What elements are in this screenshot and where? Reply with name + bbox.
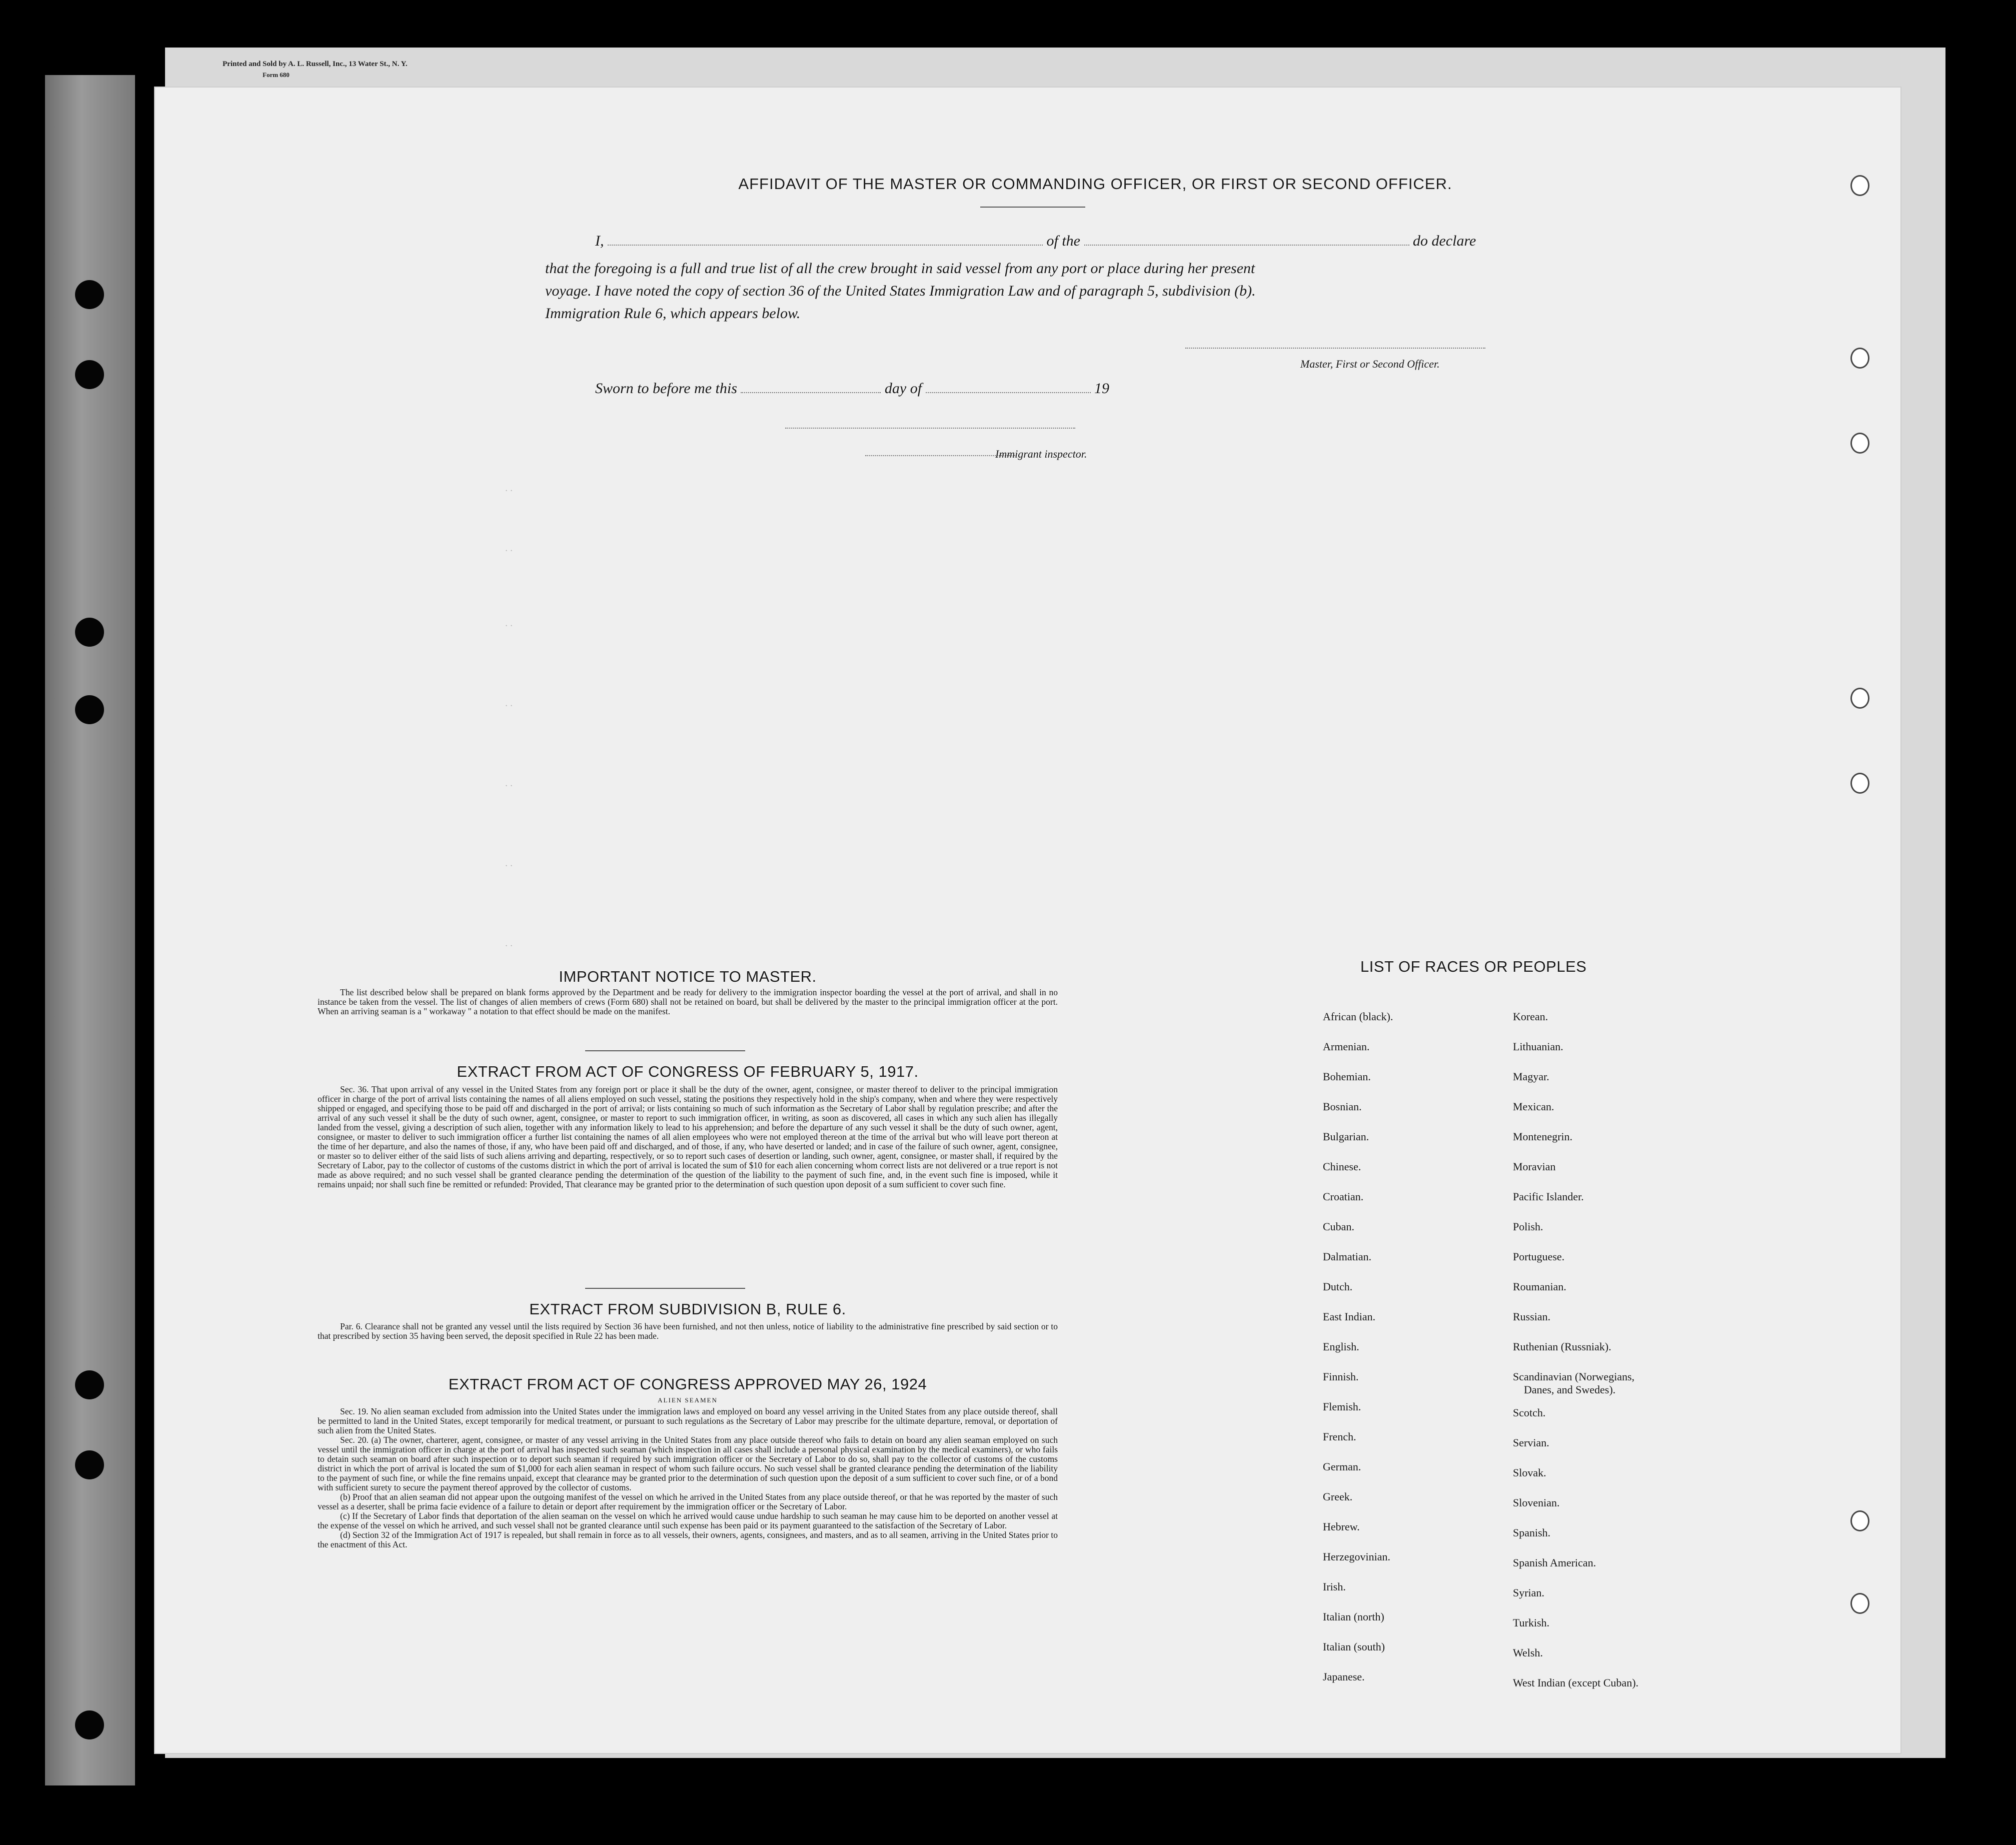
race-entry: Welsh. [1513,1646,1543,1659]
race-entry: Bohemian. [1323,1070,1371,1083]
binder-ring-icon [1850,773,1869,794]
binder-ring-icon [1850,175,1869,196]
punch-hole [75,1370,104,1399]
race-entry: Dutch. [1323,1280,1353,1293]
race-entry: Spanish. [1513,1526,1551,1539]
race-entry: Syrian. [1513,1586,1544,1599]
race-entry: Croatian. [1323,1190,1364,1203]
race-entry: Moravian [1513,1160,1556,1173]
race-entry: Flemish. [1323,1400,1361,1413]
declarant-name-field[interactable] [608,245,1043,246]
binder-ring-icon [1850,688,1869,709]
affidavit-line-2: that the foregoing is a full and true list of all the crew brought in said vessel from any port or place during her present [545,260,1255,277]
binding-strip [45,75,135,1785]
race-entry: Mexican. [1513,1100,1554,1113]
affidavit-line-1 [595,230,1670,252]
act-1924-subtitle: ALIEN SEAMEN [658,1396,718,1404]
bleed-through-mark: . . [505,483,513,494]
sworn-line [595,378,1295,400]
binder-ring-icon [1850,1510,1869,1531]
race-entry: East Indian. [1323,1310,1376,1323]
affidavit-line-3: voyage. I have noted the copy of section 36 of the United States Immigration Law and of paragraph 5, subdivision (b). [545,283,1256,299]
race-entry: Servian. [1513,1436,1549,1449]
section-divider [585,1288,745,1289]
notice-title: IMPORTANT NOTICE TO MASTER. [559,968,817,985]
races-title: LIST OF RACES OR PEOPLES [1360,958,1587,975]
declarant-prefix: I, [595,233,604,249]
notice-text [318,988,1058,1016]
race-entry: Scandinavian (Norwegians, Danes, and Swedes). [1513,1370,1635,1396]
bleed-through-mark: . . [505,543,513,554]
race-entry: Slovenian. [1513,1496,1560,1509]
sworn-date-field[interactable] [741,392,881,393]
race-entry: Montenegrin. [1513,1130,1573,1143]
form-page [155,88,1900,1753]
race-entry: African (black). [1323,1010,1393,1023]
punch-hole [75,360,104,389]
punch-hole [75,280,104,309]
race-entry: Pacific Islander. [1513,1190,1584,1203]
punch-hole [75,1710,104,1739]
race-entry: Irish. [1323,1580,1346,1593]
race-entry: West Indian (except Cuban). [1513,1676,1639,1689]
punch-hole [75,618,104,647]
race-entry: German. [1323,1460,1361,1473]
race-entry: Cuban. [1323,1220,1354,1233]
vessel-name-field[interactable] [1084,245,1409,246]
officer-caption: Master, First or Second Officer. [1300,358,1440,370]
affidavit-line-4: Immigration Rule 6, which appears below. [545,305,801,322]
inspector-signature-line[interactable] [785,428,1075,429]
rule-6-paragraph: Par. 6. Clearance shall not be granted any vessel until the lists required by Section 36 have been furnished, and not then unless, notice of liability to the administrative fine prescribed by said section or to that prescribed by section 35 having been served, the deposit specified in Rule 22 has been made. [318,1321,1058,1341]
sworn-month-field[interactable] [926,392,1091,393]
race-entry: Magyar. [1513,1070,1549,1083]
sworn-day: day of [884,380,922,397]
act-1917-paragraph: Sec. 36. That upon arrival of any vessel in the United States from any foreign port or place it shall be the duty of the owner, agent, consignee, or master thereof to deliver to the principal immigration officer in charge of the port of arrival lists containing the names of all aliens employed on such vessel, stating the positions they respectively hold in the ship's company, when and where they were respectively shipped or engaged, and specifying those to be paid off and discharged in the port of arrival; or lists containing so much of such information as the Secretary of Labor shall by regulation prescribe; and after the arrival of any such vessel it shall be the duty of such owner, agent, consignee, or master to report to such immigration officer, in writing, as soon as discovered, all cases in which any such alien has illegally landed from the vessel, giving a description of such alien, together with any information likely to lead to his apprehension; and before the departure of any such vessel it shall be the duty of such owner, agent, consignee, or master to deliver to such immigration officer a further list containing the names of all alien employees who were not employed thereon at the time of the arrival but who will leave port thereon at the time of her departure, and also the names of those, if any, who have been paid off and discharged, and of those, if any, who have deserted or landed; and in case of the failure of such owner, agent, consignee, or master so to deliver either of the said lists of such aliens arriving and departing, respectively, or so to report such cases of desertion or landing, such owner, agent, consignee, or master shall, if required by the Secretary of Labor, pay to the collector of customs of the customs district in which the port of arrival is located the sum of $10 for each alien concerning whom correct lists are not delivered or a true report is not made as above required; and no such vessel shall be granted clearance pending the determination of the question of the liability to the payment of such fine, and, in the event such fine is imposed, while it remains unpaid; nor shall such fine be remitted or refunded: Provided, That clearance may be granted prior to the determination of such question upon deposit of a sum sufficient to cover such fine. [318,1084,1058,1189]
race-entry: Bosnian. [1323,1100,1362,1113]
act-1917-text [318,1085,1058,1189]
sworn-prefix: Sworn to before me this [595,380,737,397]
act-1924-text [318,1407,1058,1549]
race-entry: English. [1323,1340,1359,1353]
race-entry: Armenian. [1323,1040,1370,1053]
binder-ring-icon [1850,1593,1869,1614]
rule-6-title: EXTRACT FROM SUBDIVISION B, RULE 6. [529,1300,846,1318]
race-entry: Herzegovinian. [1323,1550,1390,1563]
binder-ring-icon [1850,348,1869,369]
printer-line: Printed and Sold by A. L. Russell, Inc., 13 Water St., N. Y. [223,60,408,68]
vessel-prefix: of the [1046,233,1080,249]
race-entry: Scotch. [1513,1406,1546,1419]
race-entry: Lithuanian. [1513,1040,1563,1053]
race-entry: Chinese. [1323,1160,1361,1173]
race-entry: Dalmatian. [1323,1250,1372,1263]
act-1924-title: EXTRACT FROM ACT OF CONGRESS APPROVED MAY 26, 1924 [448,1375,927,1393]
bleed-through-mark: . . [505,938,513,949]
race-entry: Roumanian. [1513,1280,1566,1293]
affidavit-title: AFFIDAVIT OF THE MASTER OR COMMANDING OFFICER, OR FIRST OR SECOND OFFICER. [738,175,1452,193]
act-1924-paragraph: (b) Proof that an alien seaman did not appear upon the outgoing manifest of the vessel on which he arrived in the United States from any place outside thereof, or that he was reported by the master of such vessel as a deserter, shall be prima facie evidence of a failure to detain or deport after requirement by the immigration officer or the Secretary of Labor. [318,1492,1058,1511]
title-rule [980,207,1085,208]
inspector-caption: Immigrant inspector. [995,448,1087,460]
race-entry: Turkish. [1513,1616,1550,1629]
race-entry: Japanese. [1323,1670,1365,1683]
inspector-signature-field[interactable] [865,455,1015,456]
bleed-through-mark: . . [505,618,513,629]
race-entry: Greek. [1323,1490,1353,1503]
act-1924-paragraph: Sec. 19. No alien seaman excluded from admission into the United States under the immigration laws and employed on board any vessel arriving in the United States from any place outside thereof, shall be permitted to land in the United States, except temporarily for medical treatment, or pursuant to such regulations as the Secretary of Labor may prescribe for the ultimate departure, removal, or deportation of such alien from the United States. [318,1406,1058,1435]
punch-hole [75,695,104,724]
act-1924-paragraph: (d) Section 32 of the Immigration Act of 1917 is repealed, but shall remain in force as to all vessels, their owners, agents, consignees, and masters, and as to all seamen, arriving in the United States prior to the enactment of this Act. [318,1530,1058,1549]
sworn-year: 19 [1094,380,1110,397]
race-entry: Hebrew. [1323,1520,1360,1533]
race-entry: Portuguese. [1513,1250,1565,1263]
race-entry: Russian. [1513,1310,1551,1323]
race-entry: Spanish American. [1513,1556,1596,1569]
race-entry: Finnish. [1323,1370,1359,1383]
bleed-through-mark: . . [505,698,513,709]
race-entry: Italian (south) [1323,1640,1385,1653]
race-entry: Ruthenian (Russniak). [1513,1340,1611,1353]
race-entry: Korean. [1513,1010,1548,1023]
binder-ring-icon [1850,433,1869,454]
act-1924-paragraph: (c) If the Secretary of Labor finds that deportation of the alien seaman on the vessel on which he arrived would cause undue hardship to such seaman he may cause him to be deported on another vessel at the expense of the vessel on which he arrived, and such vessel shall not be granted clearance until such expense has been paid or its payment guaranteed to the satisfaction of the Secretary of Labor. [318,1511,1058,1530]
punch-hole [75,1450,104,1479]
race-entry: French. [1323,1430,1356,1443]
race-entry: Italian (north) [1323,1610,1384,1623]
rule-6-text [318,1322,1058,1341]
officer-signature-field[interactable] [1185,348,1485,349]
act-1924-paragraph: Sec. 20. (a) The owner, charterer, agent, consignee, or master of any vessel arriving in the United States from any place outside thereof who fails to detain on board any alien seaman employed on such vessel until the immigration officer in charge at the port of arrival has inspected such seaman (which inspection in all cases shall include a personal physical examination by the medical examiners), or who fails to detain such seaman on board after such inspection or to deport such seaman if required by such immigration officer or the Secretary of Labor to do so, shall pay to the collector of customs of the customs district in which the port of arrival is located the sum of $1,000 for each alien seaman in respect of whom such failure occurs. No such vessel shall be granted clearance pending the determination of the liability to the payment of such fine, or while the fine remains unpaid, except that clearance may be granted prior to the determination of such question upon the deposit of a sum sufficient to cover such fine, or of a bond with sufficient surety to secure the payment thereof approved by the collector of customs. [318,1435,1058,1492]
section-divider [585,1050,745,1051]
bleed-through-mark: . . [505,778,513,789]
form-number: Form 680 [263,71,290,79]
declare-suffix: do declare [1413,233,1476,249]
race-entry: Polish. [1513,1220,1543,1233]
race-entry: Bulgarian. [1323,1130,1369,1143]
act-1917-title: EXTRACT FROM ACT OF CONGRESS OF FEBRUARY 5, 1917. [457,1063,919,1080]
race-entry: Slovak. [1513,1466,1546,1479]
bleed-through-mark: . . [505,858,513,869]
notice-paragraph: The list described below shall be prepared on blank forms approved by the Department and be ready for delivery to the immigration inspector boarding the vessel at the port of arrival, and shall in no instance be taken from the vessel. The list of changes of alien members of crews (Form 680) shall not be retained on board, but shall be delivered by the master to the principal immigration officer at the port. When an arriving seaman is a " workaway " a notation to that effect should be made on the manifest. [318,987,1058,1016]
